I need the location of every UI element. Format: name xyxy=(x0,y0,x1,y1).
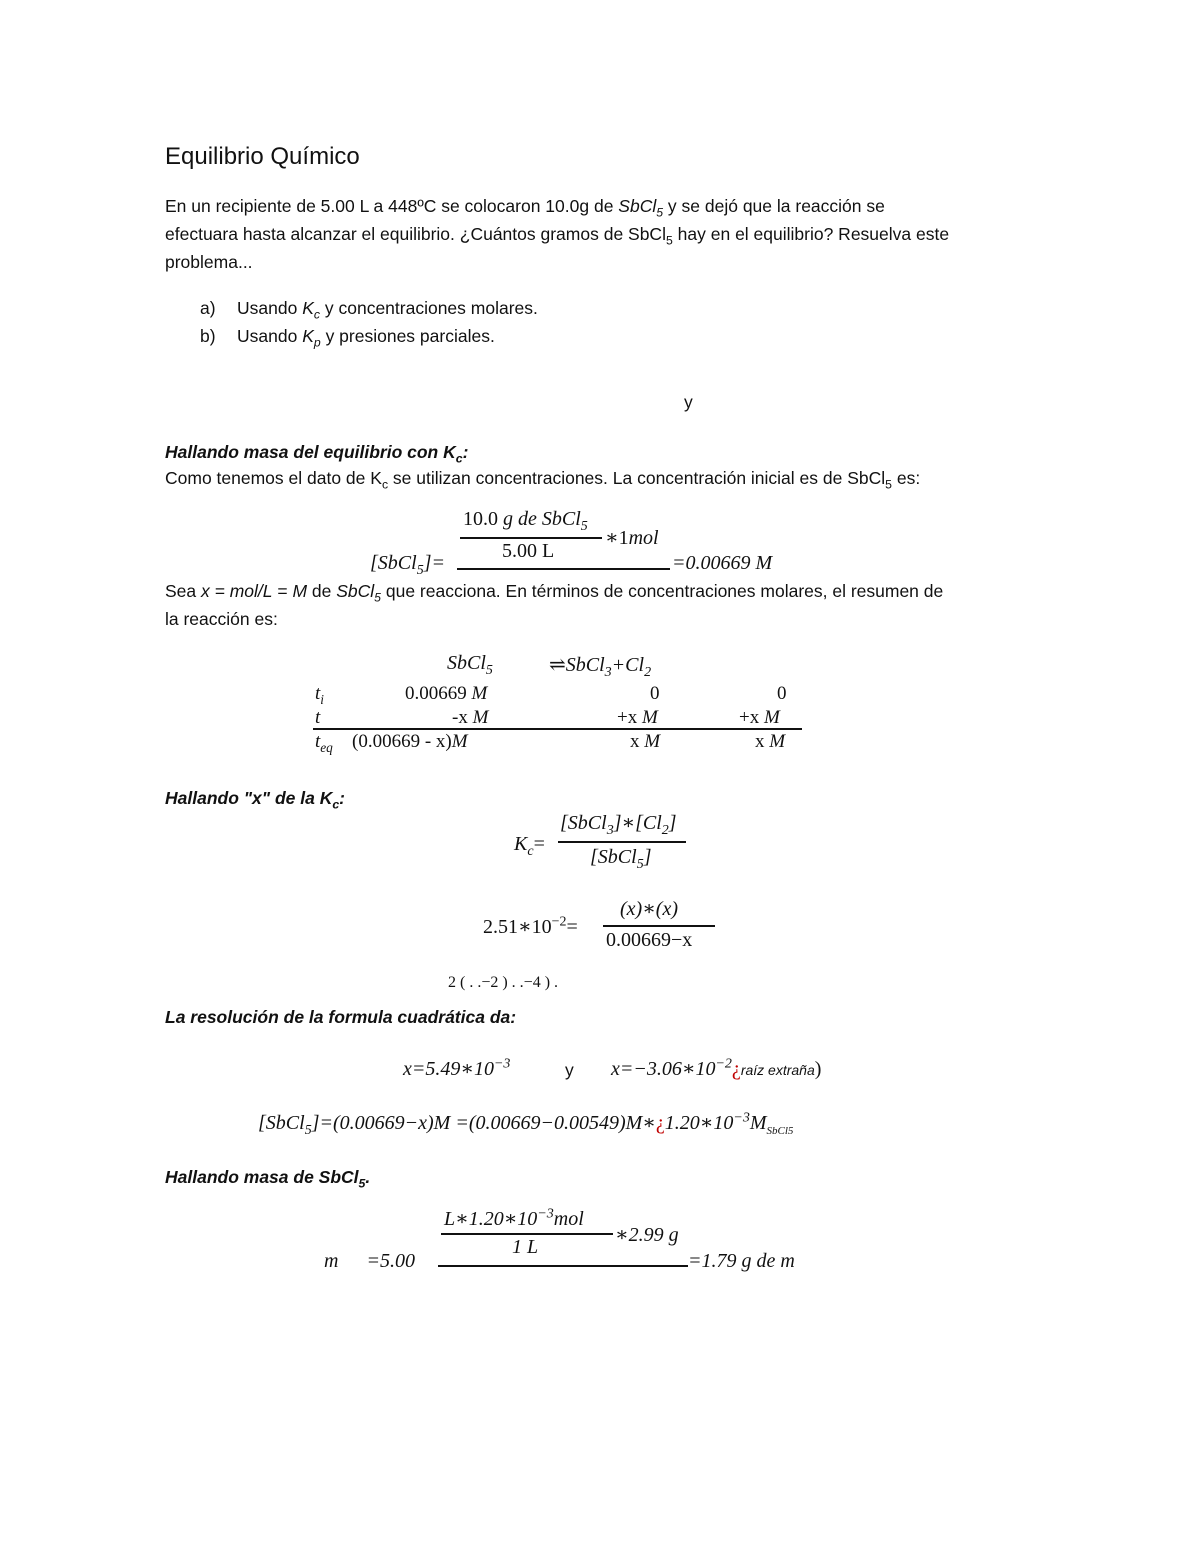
intro-line-1: En un recipiente de 5.00 L a 448ºC se colocaron 10.0g de SbCl$_5$ y se dejó que la reacción se xyxy=(165,196,885,220)
table-cell: +x M xyxy=(739,707,780,728)
equilibrium-concentration: [SbCl$_5$]=(0.00669−x)M $=(0.00669-0.00549)M∗¿1.20∗10^{-3}M_{SbCl5}$ xyxy=(258,1110,794,1138)
mass-denominator: 1 L xyxy=(512,1236,539,1258)
list-item-b-text: Usando $K_p$ y presiones parciales. xyxy=(237,326,495,350)
mass-mult: ∗2.99 g xyxy=(615,1224,679,1246)
eq1-clipped-line: [SbCl$_5$]= =0.00669 M xyxy=(370,552,773,578)
section-heading-mass: Hallando masa de SbCl$_5$. xyxy=(165,1167,371,1191)
kc-numerator: $[SbCl_3]∗[Cl_2]$ xyxy=(560,812,677,838)
mass-numerator: $L∗1.20∗10^{-3}mol$ xyxy=(444,1206,584,1230)
list-item-a: a) xyxy=(200,298,216,318)
table-cell: (0.00669 - x)M xyxy=(352,731,468,752)
section1b-line-2: la reacción es: xyxy=(165,609,278,629)
solution-y: y xyxy=(565,1060,574,1080)
section-heading-x: Hallando "x" de la $K_c$: xyxy=(165,788,345,812)
solution-x2: $x=-3.06∗10^{-2}¿raíz$ extraña) xyxy=(611,1056,822,1080)
eq1-inner-bar xyxy=(460,537,602,539)
kc-denominator: [SbCl$_5$] xyxy=(590,846,652,872)
table-row-label: $t_i$ xyxy=(315,683,324,707)
intro-line-3: problema... xyxy=(165,252,253,272)
page-title: Equilibrio Químico xyxy=(165,143,360,170)
eq1-main-bar xyxy=(457,568,670,570)
table-row-label: $t_{eq}$ xyxy=(315,731,333,755)
table-row-label: t xyxy=(315,707,321,728)
kc-value-bar xyxy=(603,925,715,927)
kc-value-numerator: (x)∗(x) xyxy=(620,898,678,920)
mass-clipped-line: m =5.00 =1.79 g de m xyxy=(324,1250,795,1272)
kc-value-denominator: 0.00669−x xyxy=(606,929,693,951)
eq1-numerator: 10.0 g de SbCl$_5$ xyxy=(463,508,588,534)
section-heading-quadratic: La resolución de la formula cuadrática da: xyxy=(165,1007,517,1027)
list-item-b: b) xyxy=(200,326,216,346)
table-cell: 0 xyxy=(777,683,787,704)
solution-x1: $x=5.49∗10^{-3}$ xyxy=(403,1056,511,1080)
section1b-line-1: Sea x = mol/L = M de SbCl$_5$ que reacciona. En términos de concentraciones molares, el resumen de xyxy=(165,581,944,605)
quadratic-clipped: 2 ( . .−2 ) . .−4 ) . xyxy=(448,974,559,991)
reaction-reactant: SbCl$_5$ xyxy=(447,652,493,678)
list-item-a-text: Usando $K_c$ y concentraciones molares. xyxy=(237,298,538,322)
table-cell: x M xyxy=(755,731,786,752)
kc-lhs: $K_c=$ xyxy=(514,833,545,859)
mass-inner-bar xyxy=(441,1233,613,1235)
eq1-denominator: 5.00 L xyxy=(502,540,555,562)
table-divider xyxy=(313,728,802,730)
table-cell: -x M xyxy=(452,707,489,728)
eq1-mult: ∗1mol xyxy=(605,527,659,549)
kc-value-lhs: $2.51∗10^{-2}=$ xyxy=(483,914,578,938)
section-heading-kc: Hallando masa del equilibrio con $K_c$: xyxy=(165,442,469,466)
table-cell: +x M xyxy=(617,707,658,728)
table-cell: x M xyxy=(630,731,661,752)
section1-text: Como tenemos el dato de $K_c$ se utilizan concentraciones. La concentración inicial es de SbCl$_5$ es: xyxy=(165,468,921,492)
table-cell: 0.00669 M xyxy=(405,683,488,704)
intro-line-2: efectuara hasta alcanzar el equilibrio. ¿Cuántos gramos de SbCl$_5$ hay en el equilibrio? Resuelva este xyxy=(165,224,950,248)
mass-main-bar xyxy=(438,1265,688,1267)
stray-y: y xyxy=(684,392,693,412)
table-cell: 0 xyxy=(650,683,660,704)
kc-bar xyxy=(558,841,686,843)
reaction-products: $\rightleftharpoons SbCl_3+Cl_2$ xyxy=(549,654,652,680)
